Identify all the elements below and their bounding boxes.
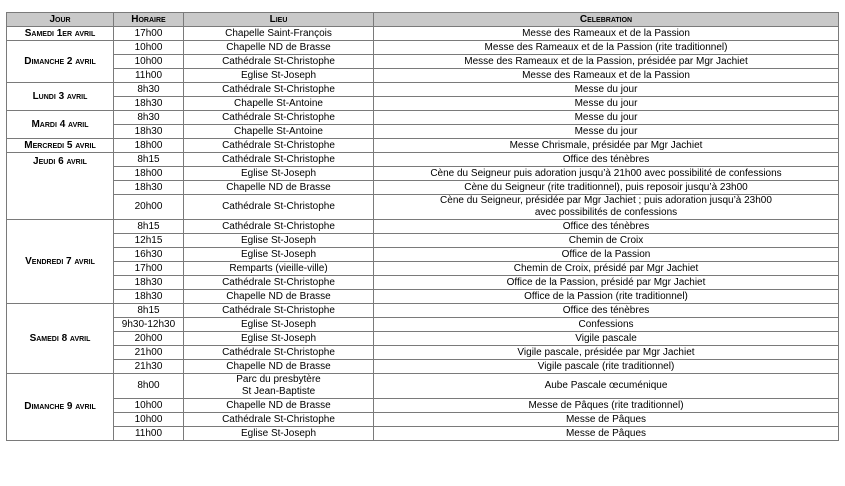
table-row [7,83,839,97]
table-row [7,41,839,55]
table-row [7,262,839,276]
celebration-cell: Office de la Passion [374,248,839,262]
table-row [7,220,839,234]
celebration-cell: Vigile pascale [374,332,839,346]
place-cell: Cathédrale St-Christophe [184,346,374,360]
table-row [7,27,839,41]
celebration-cell: Vigile pascale, présidée par Mgr Jachiet [374,346,839,360]
time-cell: 18h30 [114,125,184,139]
time-cell: 18h00 [114,139,184,153]
place-line: Parc du presbytère [236,374,321,385]
table-row [7,427,839,441]
time-cell: 10h00 [114,413,184,427]
day-label: Samedi 1er avril [7,27,114,41]
place-cell: Cathédrale St-Christophe [184,220,374,234]
table-row [7,111,839,125]
time-cell: 8h15 [114,304,184,318]
table-row [7,125,839,139]
place-cell: Eglise St-Joseph [184,248,374,262]
day-label: Dimanche 9 avril [7,374,114,441]
table-row [7,181,839,195]
time-cell: 12h15 [114,234,184,248]
place-cell: Eglise St-Joseph [184,332,374,346]
day-label: Samedi 8 avril [7,304,114,374]
table-row [7,195,839,220]
time-cell: 9h30-12h30 [114,318,184,332]
time-cell: 17h00 [114,262,184,276]
celebration-cell: Chemin de Croix [374,234,839,248]
celebration-cell: Aube Pascale œcuménique [374,374,839,399]
place-cell: Eglise St-Joseph [184,167,374,181]
celebration-cell: Messe de Pâques [374,427,839,441]
time-cell: 10h00 [114,399,184,413]
place-cell: Cathédrale St-Christophe [184,83,374,97]
schedule-table [6,12,839,441]
time-cell: 16h30 [114,248,184,262]
place-cell: Chapelle ND de Brasse [184,181,374,195]
table-row [7,167,839,181]
place-cell: Eglise St-Joseph [184,234,374,248]
table-row [7,69,839,83]
header-lieu: Lieu [184,13,374,27]
table-row [7,413,839,427]
place-cell [184,374,374,399]
time-cell: 17h00 [114,27,184,41]
table-row [7,318,839,332]
day-label: Dimanche 2 avril [7,41,114,83]
day-label: Lundi 3 avril [7,83,114,111]
celebration-cell: Messe Chrismale, présidée par Mgr Jachiet [374,139,839,153]
place-cell: Cathédrale St-Christophe [184,55,374,69]
place-cell: Chapelle St-Antoine [184,125,374,139]
time-cell: 8h30 [114,111,184,125]
time-cell: 8h00 [114,374,184,399]
time-cell: 11h00 [114,427,184,441]
celebration-cell: Messe du jour [374,83,839,97]
table-row [7,290,839,304]
celebration-cell: Messe de Pâques [374,413,839,427]
day-label: Vendredi 7 avril [7,220,114,304]
celebration-cell: Office de la Passion, présidé par Mgr Jachiet [374,276,839,290]
table-row [7,234,839,248]
time-cell: 21h30 [114,360,184,374]
place-cell: Chapelle ND de Brasse [184,399,374,413]
header-horaire: Horaire [114,13,184,27]
day-label: Mardi 4 avril [7,111,114,139]
celebration-cell: Messe du jour [374,125,839,139]
celebration-cell: Office des ténèbres [374,153,839,167]
header-jour: Jour [7,13,114,27]
celebration-cell: Messe des Rameaux et de la Passion [374,69,839,83]
time-cell: 18h30 [114,181,184,195]
table-row [7,374,839,399]
time-cell: 20h00 [114,195,184,220]
place-cell: Chapelle St-Antoine [184,97,374,111]
table-row [7,97,839,111]
table-row [7,139,839,153]
celebration-cell: Messe de Pâques (rite traditionnel) [374,399,839,413]
place-line: St Jean-Baptiste [241,386,316,397]
table-row [7,346,839,360]
celebration-cell: Cène du Seigneur (rite traditionnel), puis reposoir jusqu’à 23h00 [374,181,839,195]
celebration-line: Cène du Seigneur, présidée par Mgr Jachiet ; puis adoration jusqu’à 23h00 [440,195,772,206]
table-row [7,304,839,318]
place-cell: Eglise St-Joseph [184,318,374,332]
place-cell: Cathédrale St-Christophe [184,195,374,220]
table-row [7,399,839,413]
table-row [7,360,839,374]
celebration-cell: Messe des Rameaux et de la Passion, présidée par Mgr Jachiet [374,55,839,69]
place-cell: Remparts (vieille-ville) [184,262,374,276]
celebration-cell: Messe du jour [374,111,839,125]
time-cell: 10h00 [114,41,184,55]
table-row [7,248,839,262]
celebration-cell: Chemin de Croix, présidé par Mgr Jachiet [374,262,839,276]
time-cell: 11h00 [114,69,184,83]
time-cell: 18h30 [114,97,184,111]
place-cell: Cathédrale St-Christophe [184,153,374,167]
time-cell: 18h30 [114,276,184,290]
day-label: Mercredi 5 avril [7,139,114,153]
time-cell: 8h15 [114,220,184,234]
place-cell: Eglise St-Joseph [184,427,374,441]
place-cell: Cathédrale St-Christophe [184,304,374,318]
table-row [7,276,839,290]
celebration-cell: Office des ténèbres [374,220,839,234]
place-cell: Cathédrale St-Christophe [184,413,374,427]
place-cell: Eglise St-Joseph [184,69,374,83]
celebration-cell: Messe des Rameaux et de la Passion (rite traditionnel) [374,41,839,55]
time-cell: 18h00 [114,167,184,181]
place-cell: Chapelle ND de Brasse [184,290,374,304]
time-cell: 8h15 [114,153,184,167]
celebration-cell [374,195,839,220]
time-cell: 21h00 [114,346,184,360]
place-cell: Cathédrale St-Christophe [184,139,374,153]
celebration-cell: Cène du Seigneur puis adoration jusqu’à 21h00 avec possibilité de confessions [374,167,839,181]
celebration-cell: Office de la Passion (rite traditionnel) [374,290,839,304]
table-row [7,55,839,69]
celebration-line: avec possibilités de confessions [534,207,678,218]
place-cell: Cathédrale St-Christophe [184,111,374,125]
time-cell: 10h00 [114,55,184,69]
table-row [7,153,839,167]
time-cell: 8h30 [114,83,184,97]
celebration-cell: Confessions [374,318,839,332]
day-label: Jeudi 6 avril [7,153,114,220]
place-cell: Cathédrale St-Christophe [184,276,374,290]
place-cell: Chapelle ND de Brasse [184,360,374,374]
header-row [7,13,839,27]
table-row [7,332,839,346]
celebration-cell: Vigile pascale (rite traditionnel) [374,360,839,374]
time-cell: 18h30 [114,290,184,304]
place-cell: Chapelle ND de Brasse [184,41,374,55]
place-cell: Chapelle Saint-François [184,27,374,41]
celebration-cell: Office des ténèbres [374,304,839,318]
celebration-cell: Messe du jour [374,97,839,111]
celebration-cell: Messe des Rameaux et de la Passion [374,27,839,41]
time-cell: 20h00 [114,332,184,346]
header-celebration: Celebration [374,13,839,27]
